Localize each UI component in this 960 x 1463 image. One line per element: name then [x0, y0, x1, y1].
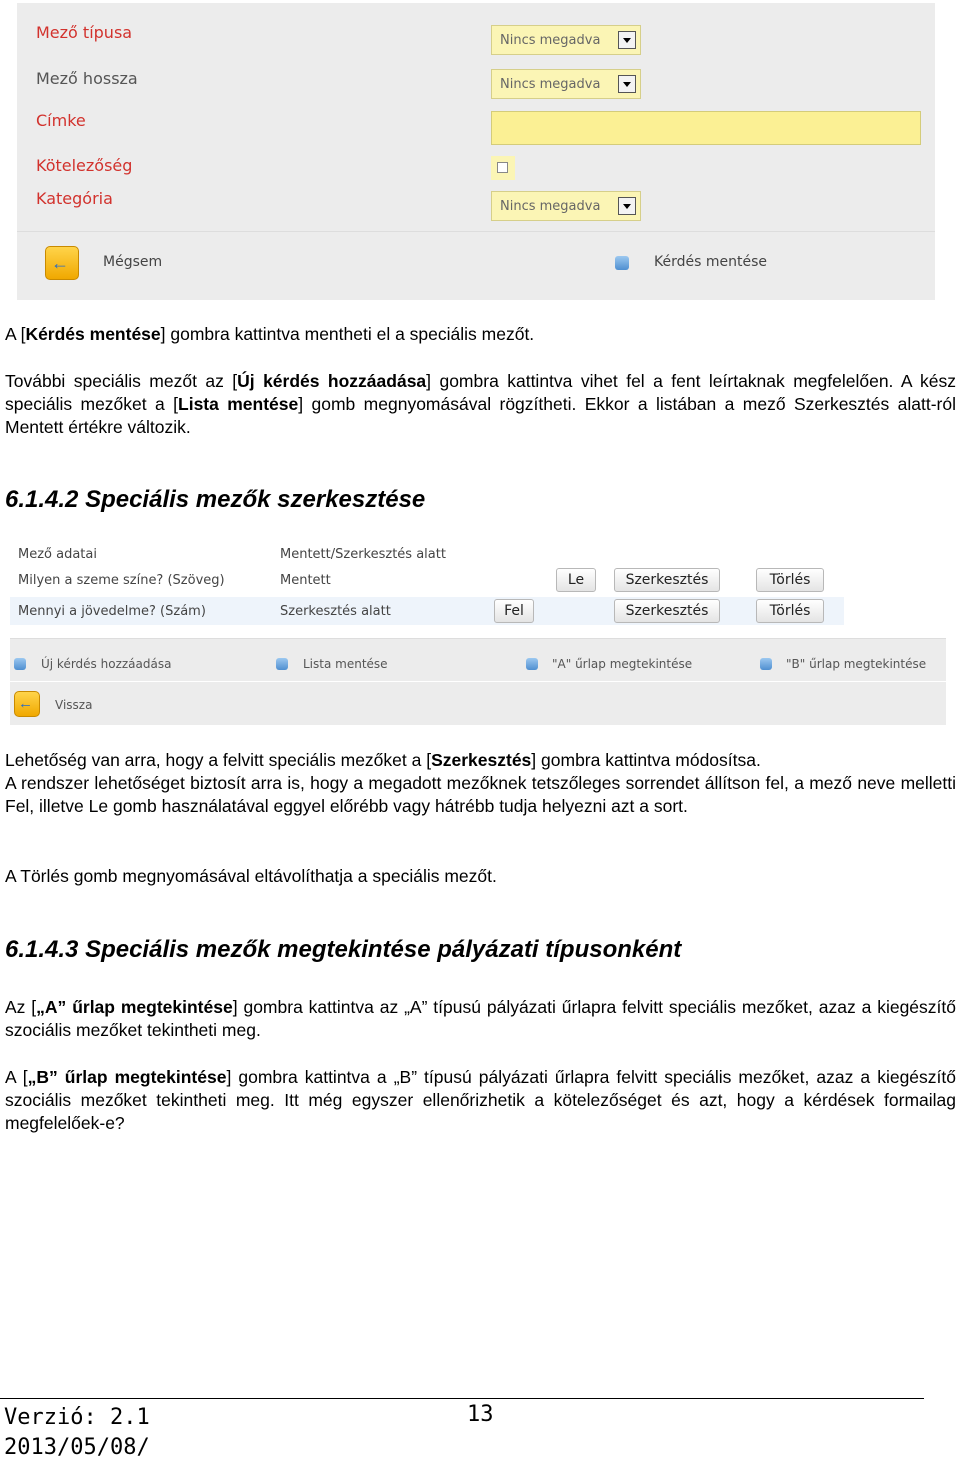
vissza-button[interactable]: Vissza: [55, 698, 93, 712]
mezo-hossza-select[interactable]: [491, 69, 641, 99]
view-icon[interactable]: [760, 658, 772, 670]
bold-term: Kérdés mentése: [25, 324, 161, 344]
paragraph-save: [5, 323, 956, 346]
row-2-status: Szerkesztés alatt: [280, 604, 391, 619]
footer-divider: [0, 1398, 924, 1399]
bold-term: Szerkesztés: [431, 750, 532, 770]
heading-614-3: 6.1.4.3 Speciális mezők megtekintése pályázati típusonként: [5, 936, 682, 963]
torles-button[interactable]: Törlés: [756, 568, 824, 592]
row-2-name: Mennyi a jövedelme? (Szám): [18, 604, 206, 619]
szerkesztes-button[interactable]: Szerkesztés: [614, 568, 720, 592]
chevron-down-icon: [618, 75, 636, 93]
le-button[interactable]: Le: [556, 568, 596, 592]
bold-term: Új kérdés hozzáadása: [237, 371, 427, 391]
chevron-down-icon: [618, 197, 636, 215]
uj-kerdes-button[interactable]: Új kérdés hozzáadása: [41, 657, 172, 671]
mezo-hossza-value: Nincs megadva: [500, 77, 601, 92]
a-urlap-button[interactable]: "A" űrlap megtekintése: [552, 657, 693, 671]
bold-term: Lista mentése: [178, 394, 299, 414]
kategoria-select[interactable]: [491, 191, 641, 221]
field-list-screenshot: [10, 540, 946, 725]
fel-button[interactable]: Fel: [494, 599, 534, 623]
paragraph-b-form: [5, 1066, 956, 1135]
label-kotelezoseg: Kötelezőség: [36, 156, 133, 175]
row-1-status: Mentett: [280, 573, 331, 588]
text-fragment: ] gombra kattintva a „B” típusú pályázati űrlapra felvitt speciális mezőket, azaz a kiegészítő szociális mezőket tekintheti meg. Itt még egyszer ellenőrizhetik a kötelezőséget és azt, hogy a kérdések formailag megfelelőek-e?: [5, 1067, 956, 1133]
header-mezo-adatai: Mező adatai: [18, 547, 97, 562]
list-action-bar: [10, 638, 946, 681]
kotelezoseg-checkbox[interactable]: [497, 162, 508, 173]
bold-term: „A” űrlap megtekintése: [36, 997, 233, 1017]
save-icon[interactable]: [615, 256, 629, 270]
paragraph-a-form: [5, 996, 956, 1042]
field-form-screenshot: [17, 3, 935, 299]
text-fragment: ] gombra kattintva mentheti el a speciális mezőt.: [160, 324, 535, 344]
text-fragment: ] gomb megnyomásával rögzítheti. Ekkor a listában a mező Szerkesztés alatt-ról Mentett értékre változik.: [5, 394, 957, 437]
text-fragment: ] gombra kattintva vihet fel a fent leírtaknak megfelelően. A kész speciális mezőket a [: [5, 371, 956, 414]
szerkesztes-button[interactable]: Szerkesztés: [614, 599, 720, 623]
add-icon[interactable]: [14, 658, 26, 670]
paragraph-delete: A Törlés gomb megnyomásával eltávolíthatja a speciális mezőt.: [5, 866, 497, 886]
footer-version: Verzió: 2.1: [4, 1405, 150, 1430]
megsem-button[interactable]: Mégsem: [103, 254, 163, 270]
label-kategoria: Kategória: [36, 189, 113, 208]
chevron-down-icon: [618, 31, 636, 49]
page-number: 13: [467, 1402, 494, 1427]
label-mezo-tipusa: Mező típusa: [36, 23, 133, 42]
kategoria-value: Nincs megadva: [500, 199, 601, 214]
text-fragment: Az [: [5, 997, 37, 1017]
label-cimke: Címke: [36, 111, 86, 130]
text-fragment: A [: [5, 324, 26, 344]
view-icon[interactable]: [526, 658, 538, 670]
text-fragment: ] gombra kattintva módosítsa.: [531, 750, 761, 770]
back-arrow-icon[interactable]: ←: [45, 246, 79, 280]
row-1-name: Milyen a szeme színe? (Szöveg): [18, 573, 225, 588]
text-fragment: További speciális mezőt az [: [5, 371, 238, 391]
form-button-bar: [17, 231, 935, 300]
kerdes-mentese-button[interactable]: Kérdés mentése: [654, 254, 767, 270]
mezo-tipusa-value: Nincs megadva: [500, 33, 601, 48]
text-fragment: A [: [5, 1067, 28, 1087]
text-fragment: ] gombra kattintva az „A” típusú pályázati űrlapra felvitt speciális mezőket, azaz a kiegészítő szociális mezőket tekintheti meg.: [5, 997, 956, 1040]
heading-614-2: 6.1.4.2 Speciális mezők szerkesztése: [5, 486, 426, 513]
back-bar: [10, 682, 946, 725]
footer-date: 2013/05/08/: [4, 1435, 150, 1460]
b-urlap-button[interactable]: "B" űrlap megtekintése: [786, 657, 927, 671]
save-icon[interactable]: [276, 658, 288, 670]
header-status: Mentett/Szerkesztés alatt: [280, 547, 446, 562]
back-arrow-icon[interactable]: ←: [14, 691, 40, 717]
cimke-input[interactable]: [491, 111, 921, 145]
torles-button[interactable]: Törlés: [756, 599, 824, 623]
bold-term: „B” űrlap megtekintése: [27, 1067, 227, 1087]
label-mezo-hossza: Mező hossza: [36, 69, 138, 88]
paragraph-edit: [5, 749, 956, 772]
lista-mentese-button[interactable]: Lista mentése: [303, 657, 388, 671]
paragraph-order: A rendszer lehetőséget biztosít arra is, hogy a megadott mezőknek tetszőleges sorrendet állítson fel, a mező neve melletti Fel, illetve Le gomb használatával eggyel előrébb vagy hátrébb tudja helyezni azt a sort.: [5, 773, 956, 816]
mezo-tipusa-select[interactable]: [491, 25, 641, 55]
kotelezoseg-checkbox-wrapper: [491, 156, 515, 180]
paragraph-new-question: [5, 370, 956, 439]
text-fragment: Lehetőség van arra, hogy a felvitt speciális mezőket a [: [5, 750, 432, 770]
